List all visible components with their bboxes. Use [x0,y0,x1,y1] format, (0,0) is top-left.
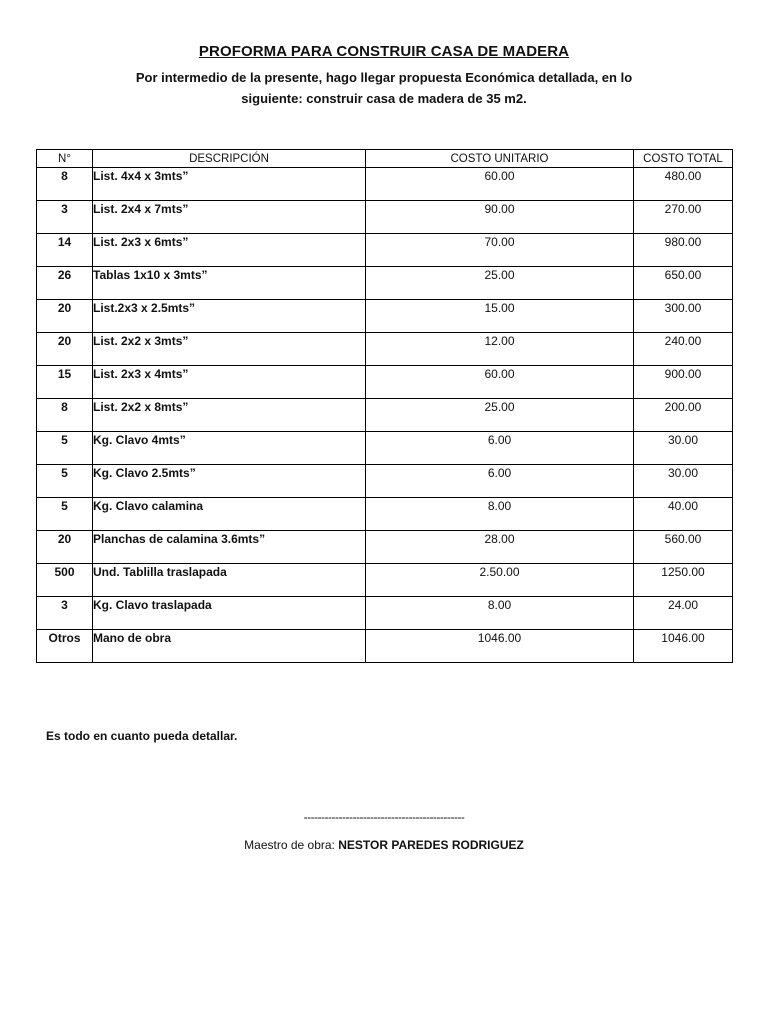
cell-description: List.2x3 x 2.5mts” [93,300,366,333]
cell-unit-cost: 2.50.00 [366,564,634,597]
cell-description: Mano de obra [93,630,366,663]
intro-line-1: Por intermedio de la presente, hago llegar propuesta Económica detallada, en lo [135,70,633,85]
cell-quantity: 5 [37,465,93,498]
cell-total-cost: 30.00 [634,465,733,498]
cell-description: List. 2x2 x 3mts” [93,333,366,366]
table-row [37,432,733,465]
table-row [37,168,733,201]
table-row [37,531,733,564]
cell-quantity: 20 [37,531,93,564]
cell-description: List. 2x4 x 7mts” [93,201,366,234]
cell-unit-cost: 60.00 [366,366,634,399]
cell-unit-cost: 12.00 [366,333,634,366]
cell-unit-cost: 15.00 [366,300,634,333]
cell-total-cost: 270.00 [634,201,733,234]
signer-label: Maestro de obra: [244,838,339,852]
cell-quantity: 14 [37,234,93,267]
cell-quantity: 3 [37,201,93,234]
cell-total-cost: 40.00 [634,498,733,531]
cell-total-cost: 1046.00 [634,630,733,663]
table-body [37,168,733,663]
cell-unit-cost: 8.00 [366,498,634,531]
cell-total-cost: 200.00 [634,399,733,432]
cell-total-cost: 300.00 [634,300,733,333]
header-unit-cost: COSTO UNITARIO [366,150,634,168]
table-row [37,630,733,663]
cell-quantity: 20 [37,300,93,333]
cell-quantity: 20 [37,333,93,366]
header-total-cost: COSTO TOTAL [634,150,733,168]
table-row [37,366,733,399]
header-description: DESCRIPCIÓN [93,150,366,168]
cell-unit-cost: 1046.00 [366,630,634,663]
cell-description: List. 2x3 x 4mts” [93,366,366,399]
header-number: N° [37,150,93,168]
cell-quantity: 5 [37,498,93,531]
cell-total-cost: 30.00 [634,432,733,465]
cell-description: List. 2x3 x 6mts” [93,234,366,267]
table-row [37,300,733,333]
cell-description: Kg. Clavo 2.5mts” [93,465,366,498]
signer [0,838,768,852]
cost-table [36,149,733,663]
cell-unit-cost: 25.00 [366,399,634,432]
cell-quantity: 8 [37,399,93,432]
cell-description: Planchas de calamina 3.6mts” [93,531,366,564]
cell-description: List. 2x2 x 8mts” [93,399,366,432]
cell-description: Kg. Clavo calamina [93,498,366,531]
cell-quantity: Otros [37,630,93,663]
table-row [37,267,733,300]
closing-text: Es todo en cuanto pueda detallar. [46,729,238,743]
cell-unit-cost: 28.00 [366,531,634,564]
cell-total-cost: 1250.00 [634,564,733,597]
cell-total-cost: 24.00 [634,597,733,630]
cell-unit-cost: 90.00 [366,201,634,234]
signature-line: ---------------------------------------------- [303,810,465,824]
cell-total-cost: 650.00 [634,267,733,300]
cell-quantity: 26 [37,267,93,300]
table-row [37,201,733,234]
cell-total-cost: 480.00 [634,168,733,201]
cell-quantity: 500 [37,564,93,597]
cell-total-cost: 240.00 [634,333,733,366]
cell-quantity: 8 [37,168,93,201]
cell-unit-cost: 8.00 [366,597,634,630]
cell-quantity: 5 [37,432,93,465]
cell-description: Und. Tablilla traslapada [93,564,366,597]
cell-description: List. 4x4 x 3mts” [93,168,366,201]
cell-total-cost: 980.00 [634,234,733,267]
cell-unit-cost: 6.00 [366,432,634,465]
cell-unit-cost: 60.00 [366,168,634,201]
table-header-row [37,150,733,168]
table-row [37,498,733,531]
cell-unit-cost: 70.00 [366,234,634,267]
cell-quantity: 15 [37,366,93,399]
signer-name: NESTOR PAREDES RODRIGUEZ [338,838,524,852]
table-row [37,399,733,432]
cell-unit-cost: 6.00 [366,465,634,498]
table-row [37,597,733,630]
cell-total-cost: 560.00 [634,531,733,564]
table-row [37,465,733,498]
cell-total-cost: 900.00 [634,366,733,399]
intro-line-2: siguiente: construir casa de madera de 35 m2. [241,91,527,106]
table-row [37,234,733,267]
table-row [37,564,733,597]
table-row [37,333,733,366]
cell-quantity: 3 [37,597,93,630]
cell-description: Kg. Clavo 4mts” [93,432,366,465]
cell-description: Tablas 1x10 x 3mts” [93,267,366,300]
intro-paragraph [118,67,650,109]
cell-description: Kg. Clavo traslapada [93,597,366,630]
cell-unit-cost: 25.00 [366,267,634,300]
document-title: PROFORMA PARA CONSTRUIR CASA DE MADERA [198,43,570,60]
